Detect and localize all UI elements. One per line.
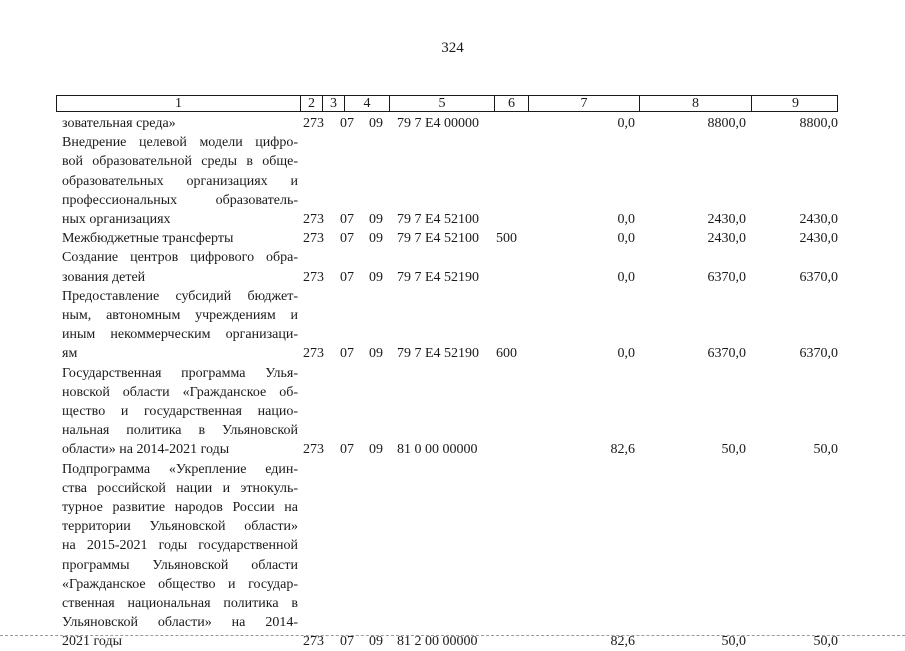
bottom-scan-edge xyxy=(0,635,905,637)
row-value-c4: 09 xyxy=(369,346,383,362)
row-description xyxy=(62,133,298,229)
description-line: Межбюджетные трансферты xyxy=(62,231,234,247)
row-value-c3: 07 xyxy=(340,442,354,458)
row-value-c4: 09 xyxy=(369,231,383,247)
row-value-c3: 07 xyxy=(340,269,354,285)
row-value-c8: 2430,0 xyxy=(707,212,746,227)
header-col-4: 4 xyxy=(344,96,389,111)
row-value-c4: 09 xyxy=(369,269,383,285)
description-line: новской области «Гражданское об- xyxy=(62,384,298,400)
row-description xyxy=(62,229,298,248)
description-line: ства российской нации и этнокуль- xyxy=(62,480,298,496)
row-value-c2: 273 xyxy=(303,212,324,227)
row-value-c2: 273 xyxy=(303,442,324,458)
row-value-c5: 79 7 E4 52100 xyxy=(397,212,480,227)
description-line: турное развитие народов России на xyxy=(62,499,298,515)
description-line: области» на 2014-2021 годы xyxy=(62,442,230,458)
header-col-1: 1 xyxy=(175,96,182,111)
header-col-9: 9 xyxy=(751,96,839,111)
row-value-c7: 82,6 xyxy=(610,442,635,458)
header-col-3: 3 xyxy=(322,96,344,111)
row-value-c4: 09 xyxy=(369,634,383,650)
row-value-c7: 0,0 xyxy=(617,269,635,285)
description-line: вой образовательной среды в обще- xyxy=(62,154,298,170)
row-description xyxy=(62,287,298,364)
header-col-2: 2 xyxy=(300,96,322,111)
row-value-c9: 2430,0 xyxy=(799,231,838,247)
description-line: иным некоммерческим организаци- xyxy=(62,327,298,343)
description-line: программы Ульяновской области xyxy=(62,557,298,573)
description-line: ных организациях xyxy=(62,211,171,227)
row-value-c5: 81 2 00 00000 xyxy=(397,634,478,650)
description-line: на 2015-2021 годы государственной xyxy=(62,538,298,554)
row-value-c6: 500 xyxy=(496,231,517,247)
table-header-row xyxy=(56,95,838,112)
row-value-c3: 07 xyxy=(340,634,354,650)
row-description xyxy=(62,248,298,286)
row-value-c3: 07 xyxy=(340,346,354,362)
row-value-c5: 79 7 E4 52190 xyxy=(397,346,480,362)
row-value-c2: 273 xyxy=(303,269,324,285)
description-line: щество и государственная нацио- xyxy=(62,403,298,419)
header-col-8: 8 xyxy=(639,96,751,111)
description-line: Ульяновской области» на 2014- xyxy=(62,615,298,631)
row-value-c9: 8800,0 xyxy=(799,116,838,131)
row-value-c9: 2430,0 xyxy=(799,212,838,227)
row-value-c8: 2430,0 xyxy=(707,231,746,247)
row-value-c5: 81 0 00 00000 xyxy=(397,442,478,458)
row-value-c2: 273 xyxy=(303,231,324,247)
description-line: 2021 годы xyxy=(62,634,123,650)
description-line: ям xyxy=(62,346,78,362)
row-value-c9: 6370,0 xyxy=(799,346,838,362)
row-value-c7: 0,0 xyxy=(617,346,635,362)
description-line: зовательная среда» xyxy=(62,116,176,131)
description-line: Предоставление субсидий бюджет- xyxy=(62,288,298,304)
description-line: ственная национальная политика в xyxy=(62,595,298,611)
row-value-c3: 07 xyxy=(340,116,354,131)
row-value-c9: 50,0 xyxy=(813,634,838,650)
row-value-c5: 79 7 E4 52100 xyxy=(397,231,480,247)
row-value-c2: 273 xyxy=(303,346,324,362)
row-value-c2: 273 xyxy=(303,634,324,650)
row-value-c8: 50,0 xyxy=(721,442,746,458)
description-line: Подпрограмма «Укрепление един- xyxy=(62,461,298,477)
row-value-c8: 50,0 xyxy=(721,634,746,650)
row-value-c4: 09 xyxy=(369,116,383,131)
row-description xyxy=(62,114,298,133)
row-value-c4: 09 xyxy=(369,212,383,227)
header-col-5: 5 xyxy=(389,96,494,111)
row-description xyxy=(62,460,298,651)
header-col-7: 7 xyxy=(528,96,639,111)
row-value-c5: 79 7 E4 00000 xyxy=(397,116,480,131)
row-value-c3: 07 xyxy=(340,231,354,247)
row-value-c7: 0,0 xyxy=(617,231,635,247)
description-line: нальная политика в Ульяновской xyxy=(62,423,298,439)
description-line: зования детей xyxy=(62,269,146,285)
description-line: Внедрение целевой модели цифро- xyxy=(62,135,298,151)
row-value-c2: 273 xyxy=(303,116,324,131)
row-value-c9: 50,0 xyxy=(813,442,838,458)
description-line: Государственная программа Улья- xyxy=(62,365,298,381)
row-value-c5: 79 7 E4 52190 xyxy=(397,269,480,285)
row-description xyxy=(62,364,298,460)
row-value-c8: 8800,0 xyxy=(707,116,746,131)
description-line: Создание центров цифрового обра- xyxy=(62,250,298,266)
description-line: территории Ульяновской области» xyxy=(62,519,298,535)
row-value-c7: 0,0 xyxy=(617,212,635,227)
header-col-6: 6 xyxy=(494,96,528,111)
row-value-c7: 0,0 xyxy=(617,116,635,131)
row-value-c8: 6370,0 xyxy=(707,346,746,362)
description-line: профессиональных образователь- xyxy=(62,192,298,208)
description-line: образовательных организациях и xyxy=(62,173,298,189)
description-line: «Гражданское общество и государ- xyxy=(62,576,298,592)
row-value-c7: 82,6 xyxy=(610,634,635,650)
row-value-c4: 09 xyxy=(369,442,383,458)
row-value-c9: 6370,0 xyxy=(799,269,838,285)
row-value-c3: 07 xyxy=(340,212,354,227)
description-line: ным, автономным учреждениям и xyxy=(62,307,298,323)
row-value-c6: 600 xyxy=(496,346,517,362)
row-value-c8: 6370,0 xyxy=(707,269,746,285)
page-number: 324 xyxy=(441,40,464,56)
